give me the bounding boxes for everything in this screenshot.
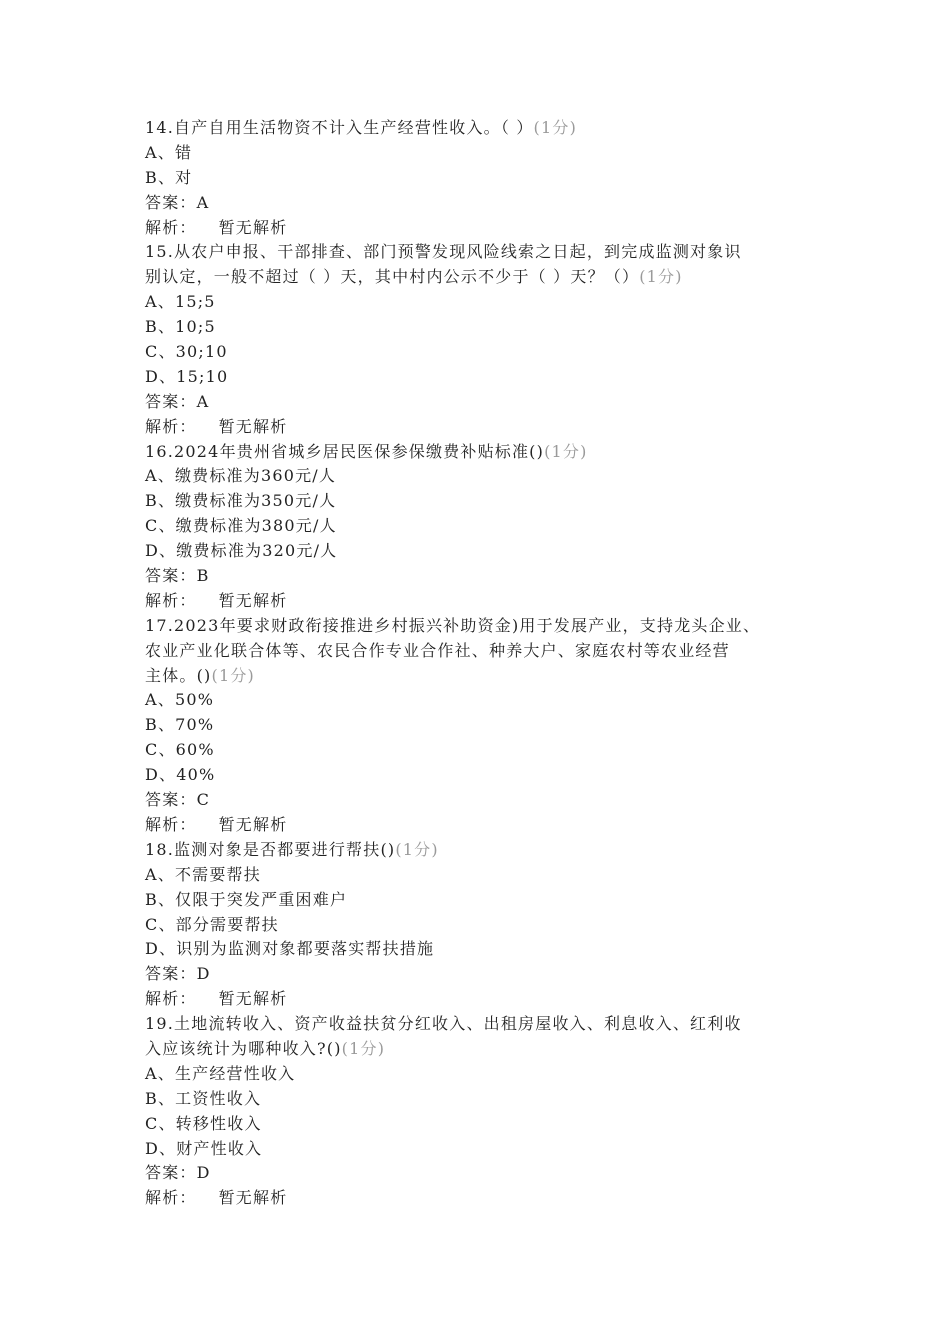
question-stem-text: 2024年贵州省城乡居民医保参保缴费补贴标准(): [174, 441, 545, 461]
answer-line: [145, 564, 825, 589]
question-block: [145, 440, 825, 614]
question-score: (1分): [639, 267, 683, 287]
question-stem-text: 主体。(): [145, 665, 212, 685]
question-stem-text: 自产自用生活物资不计入生产经营性收入。（ ）: [174, 118, 534, 137]
answer-option: A、15;5: [145, 292, 216, 312]
answer-label: 答案：: [145, 566, 197, 586]
question-block: [145, 240, 825, 439]
document-page: [145, 116, 825, 1211]
question-stem-text: 从农户申报、干部排查、部门预警发现风险线索之日起，到完成监测对象识: [174, 242, 742, 262]
answer-value: C: [196, 790, 211, 810]
answer-option: A、错: [145, 142, 193, 162]
analysis-value: 暂无解析: [218, 814, 288, 834]
question-block: [145, 1012, 825, 1211]
answer-option: C、缴费标准为380元/人: [145, 516, 337, 536]
answer-value: A: [196, 391, 210, 411]
question-stem-line: [145, 838, 825, 863]
question-block: [145, 614, 825, 838]
question-number: 18.: [145, 839, 175, 859]
question-number: 17.: [145, 615, 175, 635]
answer-value: B: [196, 566, 210, 586]
answer-option: D、财产性收入: [145, 1138, 263, 1158]
analysis-line: [145, 987, 825, 1012]
answer-option: D、缴费标准为320元/人: [145, 541, 338, 561]
analysis-value: 暂无解析: [218, 217, 288, 237]
question-number: 14.: [145, 118, 175, 137]
analysis-label: 解析：: [145, 989, 197, 1009]
question-stem-line: [145, 1012, 825, 1037]
answer-line: [145, 1161, 825, 1186]
question-stem-line: [145, 664, 825, 689]
answer-option: B、对: [145, 167, 193, 187]
question-stem-line: [145, 440, 825, 465]
answer-option: C、60%: [145, 740, 215, 760]
question-block: [145, 116, 825, 240]
question-stem-text: 监测对象是否都要进行帮扶(): [174, 839, 396, 859]
analysis-label: 解析：: [145, 590, 197, 610]
answer-option: B、缴费标准为350元/人: [145, 491, 337, 511]
answer-label: 答案：: [145, 1163, 197, 1183]
answer-line: [145, 962, 825, 987]
question-stem-text: 土地流转收入、资产收益扶贫分红收入、出租房屋收入、利息收入、红利收: [174, 1014, 742, 1034]
question-number: 19.: [145, 1014, 175, 1034]
answer-option: A、缴费标准为360元/人: [145, 466, 337, 486]
answer-value: A: [196, 192, 210, 212]
answer-label: 答案：: [145, 391, 197, 411]
analysis-line: [145, 415, 825, 440]
answer-option: A、生产经营性收入: [145, 1063, 296, 1083]
answer-value: D: [196, 1163, 211, 1183]
question-stem-text: 农业产业化联合体等、农民合作专业合作社、种养大户、家庭农村等农业经营: [145, 640, 730, 660]
answer-option: C、30;10: [145, 342, 228, 362]
answer-option: D、15;10: [145, 366, 229, 386]
answer-option: A、不需要帮扶: [145, 864, 261, 884]
question-stem-text: 别认定，一般不超过（ ）天，其中村内公示不少于（ ）天？（）: [145, 267, 640, 287]
question-score: (1分): [211, 665, 255, 685]
answer-option: D、识别为监测对象都要落实帮扶措施: [145, 939, 435, 959]
answer-option: A、50%: [145, 690, 215, 710]
question-score: (1分): [395, 839, 439, 859]
answer-option: C、部分需要帮扶: [145, 914, 279, 934]
analysis-value: 暂无解析: [218, 590, 288, 610]
analysis-label: 解析：: [145, 1188, 197, 1208]
analysis-line: [145, 813, 825, 838]
answer-line: [145, 788, 825, 813]
answer-line: [145, 191, 825, 216]
answer-option: B、仅限于突发严重困难户: [145, 889, 348, 909]
answer-option: B、70%: [145, 715, 215, 735]
answer-option: D、40%: [145, 765, 216, 785]
analysis-value: 暂无解析: [218, 1188, 288, 1208]
analysis-label: 解析：: [145, 217, 197, 237]
analysis-value: 暂无解析: [218, 416, 288, 436]
analysis-line: [145, 216, 825, 241]
question-stem-line: [145, 1037, 825, 1062]
analysis-line: [145, 589, 825, 614]
question-block: [145, 838, 825, 1012]
answer-label: 答案：: [145, 964, 197, 984]
question-number: 16.: [145, 441, 175, 461]
question-score: (1分): [544, 441, 588, 461]
question-score: (1分): [533, 118, 578, 137]
question-stem-line: [145, 614, 825, 639]
answer-line: [145, 390, 825, 415]
question-stem-text: 入应该统计为哪种收入?(): [145, 1038, 342, 1058]
answer-option: C、转移性收入: [145, 1113, 262, 1133]
answer-value: D: [196, 964, 211, 984]
answer-option: B、10;5: [145, 317, 216, 337]
answer-label: 答案：: [145, 192, 197, 212]
question-stem-text: 2023年要求财政衔接推进乡村振兴补助资金)用于发展产业，支持龙头企业、: [174, 615, 761, 635]
question-number: 15.: [145, 242, 175, 262]
question-stem-line: [145, 639, 825, 664]
analysis-line: [145, 1186, 825, 1211]
answer-option: B、工资性收入: [145, 1088, 262, 1108]
answer-label: 答案：: [145, 790, 197, 810]
analysis-label: 解析：: [145, 814, 197, 834]
analysis-value: 暂无解析: [218, 989, 288, 1009]
analysis-label: 解析：: [145, 416, 197, 436]
question-stem-line: [145, 240, 825, 265]
question-stem-line: [145, 265, 825, 290]
question-score: (1分): [341, 1038, 386, 1058]
question-stem-line: [145, 116, 825, 141]
